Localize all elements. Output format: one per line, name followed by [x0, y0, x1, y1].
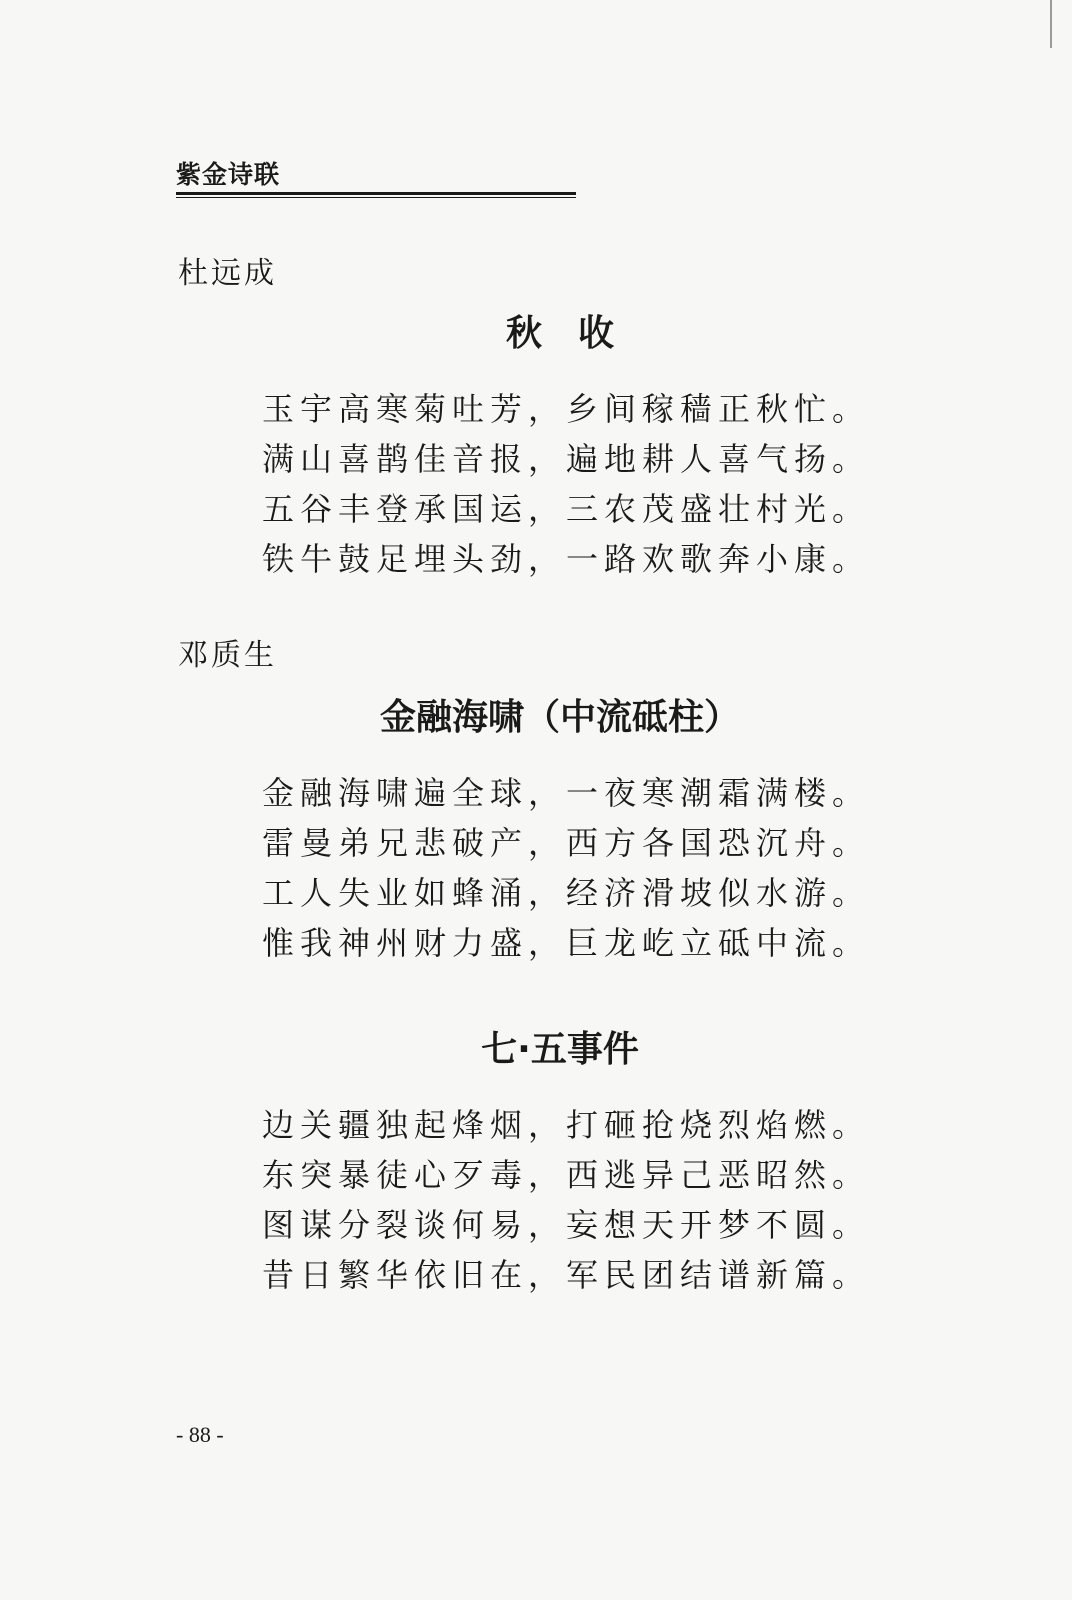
page-edge-line	[1050, 0, 1052, 48]
poem-line: 金融海啸遍全球，一夜寒潮霜满楼。	[262, 774, 871, 812]
author-name: 邓质生	[178, 638, 277, 673]
poem-line: 昔日繁华依旧在，军民团结谱新篇。	[262, 1256, 871, 1294]
page-number: - 88 -	[176, 1422, 224, 1447]
running-header	[176, 160, 576, 198]
poem-line: 惟我神州财力盛，巨龙屹立砥中流。	[262, 924, 871, 962]
poem-line: 铁牛鼓足埋头劲，一路欢歌奔小康。	[262, 540, 871, 578]
header-rule-thin	[176, 197, 576, 198]
poem-body	[262, 768, 902, 968]
poem-line: 工人失业如蜂涌，经济滑坡似水游。	[262, 874, 871, 912]
poem-title: 秋 收	[505, 313, 614, 354]
running-title: 紫金诗联	[176, 160, 281, 189]
poem-title: 金融海啸（中流砥柱）	[379, 697, 740, 738]
poem-line: 玉宇高寒菊吐芳，乡间稼穑正秋忙。	[262, 390, 871, 428]
poem-line: 东突暴徒心歹毒，西逃异己恶昭然。	[262, 1156, 871, 1194]
author-name: 杜远成	[178, 256, 277, 291]
poem-body	[262, 384, 902, 584]
poem-body	[262, 1100, 902, 1300]
poem-line: 满山喜鹊佳音报，遍地耕人喜气扬。	[262, 440, 871, 478]
poem-title: 七·五事件	[481, 1029, 639, 1070]
poem-line: 边关疆独起烽烟，打砸抢烧烈焰燃。	[262, 1106, 871, 1144]
header-rule-thick	[176, 192, 576, 195]
poem-line: 图谋分裂谈何易，妄想天开梦不圆。	[262, 1206, 871, 1244]
poem-line: 雷曼弟兄悲破产，西方各国恐沉舟。	[262, 824, 871, 862]
poem-line: 五谷丰登承国运，三农茂盛壮村光。	[262, 490, 871, 528]
